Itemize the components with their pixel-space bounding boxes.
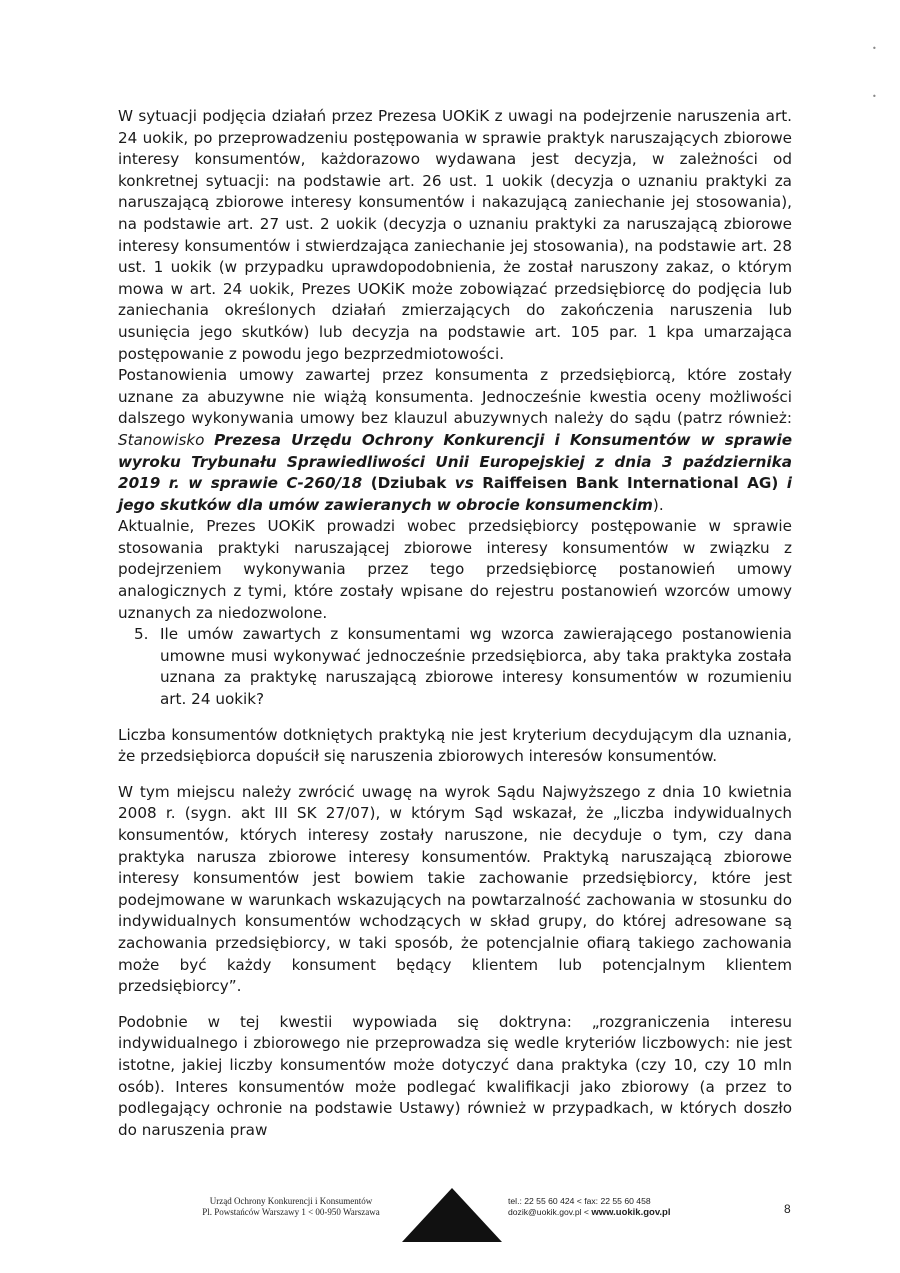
footer-email[interactable]: dozik@uokik.gov.pl <	[508, 1207, 592, 1217]
position-title: Prezesa Urzędu Ochrony Konkurencji i Konsumentów w sprawie wyroku Trybunału Sprawiedliwości Unii Europejskiej z dnia 3 października 2019 r. w sprawie C-260/18	[118, 430, 792, 493]
footer-org-address: Pl. Powstańców Warszawy 1 < 00-950 Warszawa	[202, 1206, 380, 1217]
case-parties-vs: vs	[454, 474, 474, 493]
paragraph-abusive-clauses-text: Postanowienia umowy zawartej przez konsumenta z przedsiębiorcą, które zostały uznane za abuzywne nie wiążą konsumenta. Jednocześnie kwestia oceny możliwości dalszego wykonywania umowy bez klauzul abuzywnych należy do sądu (patrz również:	[118, 366, 792, 428]
question-text: Ile umów zawartych z konsumentami wg wzorca zawierającego postanowienia umowne musi wykonywać jednocześnie przedsiębiorca, aby taka praktyka została uznana za praktykę naruszającą zbiorowe interesy konsumentów w rozumieniu art. 24 uokik?	[160, 625, 792, 709]
uokik-logo-triangle	[402, 1188, 502, 1242]
position-title-end: i jego skutków dla umów zawieranych w obrocie konsumenckim	[118, 474, 792, 514]
footer-org-name: Urząd Ochrony Konkurencji i Konsumentów	[209, 1196, 373, 1206]
document-body	[118, 106, 792, 1141]
paragraph-current-proceedings: Aktualnie, Prezes UOKiK prowadzi wobec przedsiębiorcy postępowanie w sprawie stosowania praktyki naruszającej zbiorowe interesy konsumentów w związku z podejrzeniem wykonywania przez tego przedsiębiorcę postanowień umowy analogicznych z tymi, które zostały wpisane do rejestru postanowień wzorców umowy uznanych za niedozwolone.	[118, 517, 792, 622]
footer-website-link[interactable]: www.uokik.gov.pl	[591, 1207, 671, 1218]
page-number: 8	[784, 1202, 791, 1216]
footer-contact	[508, 1196, 708, 1218]
case-parties-end: Raiffeisen Bank International AG)	[473, 474, 779, 493]
position-italic-prefix: Stanowisko	[118, 430, 215, 449]
paragraph-decisions: W sytuacji podjęcia działań przez Prezesa UOKiK z uwagi na podejrzenie naruszenia art. 24 uokik, po przeprowadzeniu postępowania w sprawie praktyk naruszających zbiorowe interesy konsumentów, każdorazowo wydawana jest decyzja, w zależności od konkretnej sytuacji: na podstawie art. 26 ust. 1 uokik (decyzja o uznaniu praktyki za naruszającą zbiorowe interesy konsumentów i nakazującą zaniechanie jej stosowania), na podstawie art. 27 ust. 2 uokik (decyzja o uznaniu praktyki za naruszającą zbiorowe interesy konsumentów i stwierdzająca zaniechanie jej stosowania), na podstawie art. 28 ust. 1 uokik (w przypadku uprawdopodobnienia, że został naruszony zakaz, o którym mowa w art. 24 uokik, Prezes UOKiK może zobowiązać przedsiębiorcę do podjęcia lub zaniechania określonych działań zmierzających do zakończenia naruszenia lub usunięcia jego skutków) lub decyzja na podstawie art. 105 par. 1 kpa umarzająca postępowanie z powodu jego bezprzedmiotowości.	[118, 107, 792, 363]
case-parties-start: (Dziubak	[362, 474, 455, 493]
corner-mark-top: •	[872, 44, 877, 53]
paragraph-close: ).	[652, 495, 664, 514]
question-number: 5.	[134, 625, 149, 644]
corner-mark-bottom: •	[872, 92, 877, 101]
question-5	[118, 624, 792, 710]
paragraph-abusive-clauses	[118, 365, 792, 516]
footer-email-web	[508, 1207, 708, 1218]
paragraph-supreme-court: W tym miejscu należy zwrócić uwagę na wyrok Sądu Najwyższego z dnia 10 kwietnia 2008 r. (sygn. akt III SK 27/07), w którym Sąd wskazał, że „liczba indywidualnych konsumentów, których interesy zostały naruszone, nie decyduje o tym, czy dana praktyka narusza zbiorowe interesy konsumentów. Praktyką naruszającą zbiorowe interesy konsumentów jest bowiem takie zachowanie przedsiębiorcy, które jest podejmowane w warunkach wskazujących na powtarzalność zachowania w stosunku do indywidualnych konsumentów wchodzących w skład grupy, do której adresowane są zachowania przedsiębiorcy, w taki sposób, że potencjalnie ofiarą takiego zachowania może być każdy konsument będący klientem lub potencjalnym klientem przedsiębiorcy”.	[118, 782, 792, 996]
footer-organization	[176, 1196, 406, 1217]
footer-phone-fax: tel.: 22 55 60 424 < fax: 22 55 60 458	[508, 1196, 651, 1206]
paragraph-doctrine: Podobnie w tej kwestii wypowiada się doktryna: „rozgraniczenia interesu indywidualnego i zbiorowego nie przeprowadza się wedle kryteriów liczbowych: nie jest istotne, jakiej liczby konsumentów może dotyczyć dana praktyka (czy 10, czy 10 mln osób). Interes konsumentów może podlegać kwalifikacji jako zbiorowy (a przez to podlegający ochronie na podstawie Ustawy) również w przypadkach, w których doszło do naruszenia praw	[118, 1012, 792, 1139]
paragraph-number-of-consumers: Liczba konsumentów dotkniętych praktyką nie jest kryterium decydującym dla uznania, że przedsiębiorca dopuścił się naruszenia zbiorowych interesów konsumentów.	[118, 725, 792, 766]
